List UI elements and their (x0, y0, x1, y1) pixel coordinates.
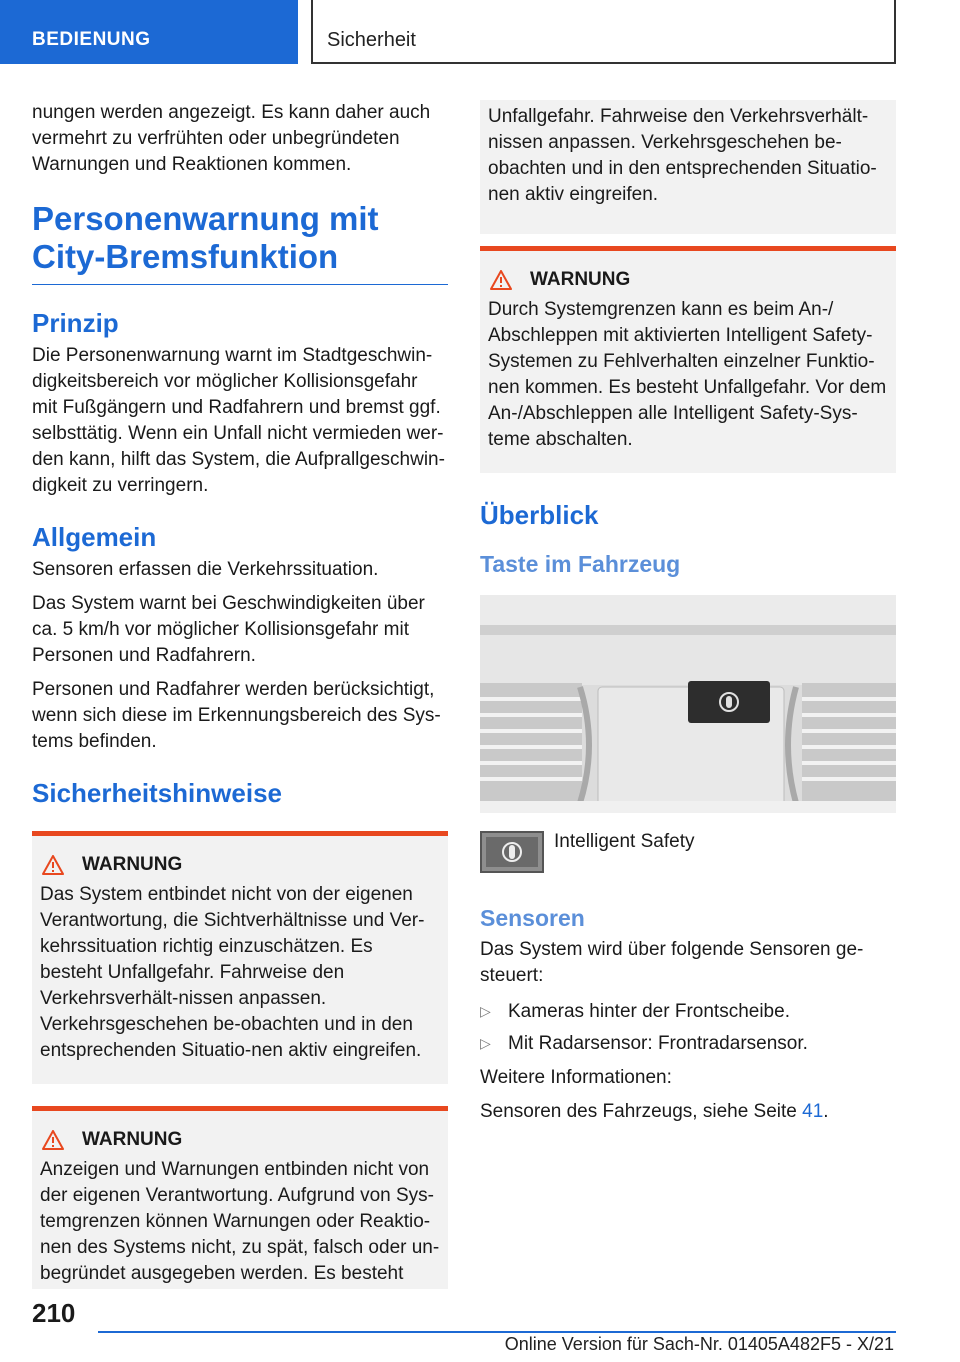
allgemein-text-2: Das System warnt bei Geschwindigkeiten über ca. 5 km/h vor möglicher Kollisionsgefahr mit Personen und Radfahrern. (32, 593, 425, 666)
warning-label: WARNUNG (530, 269, 631, 290)
sicherheit-heading: Sicherheitshinweise (32, 778, 282, 808)
page-title: Personenwarnung mit City-Bremsfunktion (32, 200, 448, 285)
warning-header (40, 1129, 440, 1151)
list-item-text: Kameras hinter der Frontscheibe. (508, 1001, 790, 1022)
ueberblick-heading: Überblick (480, 500, 599, 530)
sensoren-heading: Sensoren (480, 905, 585, 931)
warning-box-1 (32, 831, 448, 1084)
warning-header (488, 269, 888, 291)
list-item (480, 1031, 896, 1057)
icon-legend (480, 831, 896, 873)
warning-box-3 (480, 246, 896, 473)
warning-label: WARNUNG (82, 1129, 183, 1150)
list-item (480, 999, 896, 1025)
intelligent-safety-button-icon (480, 831, 544, 873)
allgemein-text-3: Personen und Radfahrer werden berücksichtigt, wenn sich diese im Erkennungsbereich des Sys-tems befinden. (32, 679, 441, 752)
allgemein-heading: Allgemein (32, 522, 157, 552)
warning-triangle-icon (42, 1130, 64, 1150)
prinzip-heading: Prinzip (32, 308, 119, 338)
warning-text: Durch Systemgrenzen kann es beim An-/ Abschleppen mit aktivierten Intelligent Safety-Systemen zu Fehlverhalten einzelner Funktio-nen kommen. Es besteht Unfallgefahr. Vor dem An-/Abschleppen alle Intelligent Safety-Sys-teme abschalten. (488, 299, 887, 450)
warning-text: Unfallgefahr. Fahrweise den Verkehrsverhält-nissen anpassen. Verkehrsgeschehen be-obachten und in den entsprechenden Situatio-nen aktiv eingreifen. (488, 106, 877, 205)
intro-text: nungen werden angezeigt. Es kann daher auch vermehrt zu verfrühten oder unbegründeten Warnungen und Reaktionen kommen. (32, 102, 431, 175)
header-section-tab: BEDIENUNG (0, 0, 298, 64)
taste-heading: Taste im Fahrzeug (480, 551, 681, 577)
warning-header (40, 854, 440, 876)
left-column (32, 100, 448, 1289)
reference-label: Sensoren des Fahrzeugs, siehe Seite (480, 1101, 803, 1122)
footer-divider (98, 1331, 896, 1333)
warning-text: Das System entbindet nicht von der eigenen Verantwortung, die Sichtverhältnisse und Ver-kehrssituation richtig einzuschätzen. Es besteht Unfallgefahr. Fahrweise den Verkehrsverhält-nissen anpassen. Verkehrsgeschehen be-obachten und in den entsprechenden Situatio-nen aktiv eingreifen. (40, 884, 425, 1061)
warning-label: WARNUNG (82, 854, 183, 875)
reference-text (480, 1099, 896, 1125)
header-subsection-tab: Sicherheit (311, 0, 896, 64)
vehicle-button-photo (480, 595, 896, 813)
bullet-triangle-icon: ▷ (480, 1035, 491, 1051)
reference-end: . (823, 1101, 829, 1122)
warning-triangle-icon (490, 270, 512, 290)
page-number: 210 (32, 1298, 76, 1328)
weitere-text: Weitere Informationen: (480, 1067, 672, 1088)
warning-text: Anzeigen und Warnungen entbinden nicht von der eigenen Verantwortung. Aufgrund von Sys-temgrenzen können Warnungen oder Reaktio-nen des Systems nicht, zu spät, falsch oder un-begründet ausgegeben werden. Es besteht (40, 1159, 440, 1284)
warning-triangle-icon (42, 855, 64, 875)
warning-box-2 (32, 1106, 448, 1289)
list-item-text: Mit Radarsensor: Frontradarsensor. (508, 1033, 808, 1054)
allgemein-text-1: Sensoren erfassen die Verkehrssituation. (32, 559, 379, 580)
icon-label: Intelligent Safety (554, 831, 695, 852)
footer-online-version: Online Version für Sach-Nr. 01405A482F5 - X/21 (504, 1334, 894, 1354)
prinzip-text: Die Personenwarnung warnt im Stadtgeschwin-digkeitsbereich vor möglicher Kollisionsgefahr mit Fußgängern und Radfahrern und bremst ggf. selbsttätig. Wenn ein Unfall nicht vermieden wer-den kann, hilft das System, die Aufprallgeschwin-digkeit zu verringern. (32, 345, 445, 496)
sensoren-text: Das System wird über folgende Sensoren ge-steuert: (480, 939, 864, 986)
bullet-triangle-icon: ▷ (480, 1003, 491, 1019)
page-reference-link[interactable]: 41 (802, 1101, 824, 1122)
right-column (480, 100, 896, 1125)
warning-box-2-continued (480, 100, 896, 234)
